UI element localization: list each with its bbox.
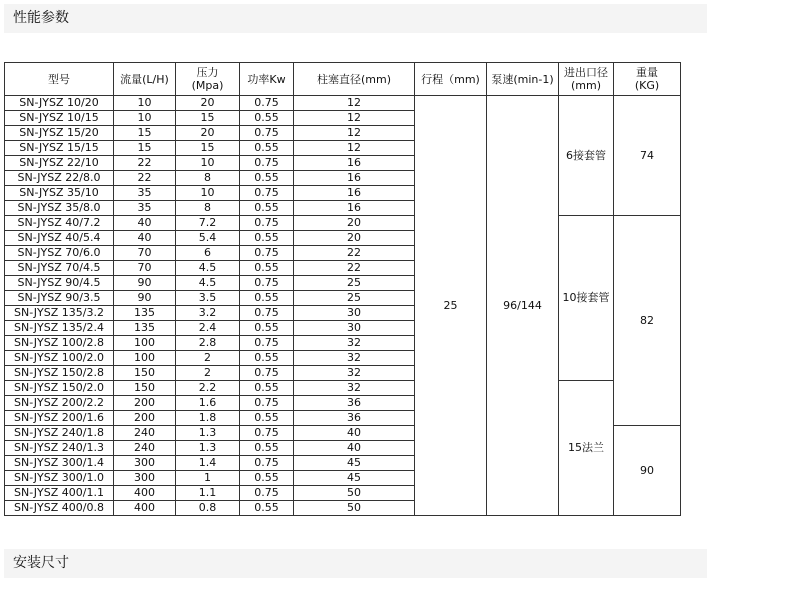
cell-plunger: 25 (294, 276, 415, 291)
cell-power: 0.55 (240, 291, 294, 306)
cell-plunger: 32 (294, 366, 415, 381)
cell-plunger: 20 (294, 231, 415, 246)
cell-power: 0.55 (240, 141, 294, 156)
cell-flow: 135 (114, 306, 176, 321)
cell-model: SN-JYSZ 400/0.8 (5, 501, 114, 516)
cell-port-group-2: 10接套管 (559, 216, 614, 381)
cell-model: SN-JYSZ 70/6.0 (5, 246, 114, 261)
spec-table (4, 62, 681, 516)
cell-flow: 400 (114, 486, 176, 501)
cell-power: 0.55 (240, 471, 294, 486)
cell-power: 0.75 (240, 486, 294, 501)
cell-flow: 150 (114, 381, 176, 396)
cell-model: SN-JYSZ 100/2.0 (5, 351, 114, 366)
header-weight (614, 63, 681, 96)
cell-pressure: 1 (176, 471, 240, 486)
cell-model: SN-JYSZ 70/4.5 (5, 261, 114, 276)
table-row (5, 381, 681, 396)
cell-flow: 22 (114, 156, 176, 171)
cell-flow: 100 (114, 351, 176, 366)
cell-flow: 40 (114, 216, 176, 231)
cell-weight-group-3: 90 (614, 426, 681, 516)
header-weight-line1: 重量 (636, 66, 658, 79)
table-header-row (5, 63, 681, 96)
cell-power: 0.75 (240, 276, 294, 291)
header-port-line1: 进出口径 (564, 66, 608, 79)
cell-model: SN-JYSZ 40/5.4 (5, 231, 114, 246)
cell-flow: 200 (114, 411, 176, 426)
cell-plunger: 32 (294, 381, 415, 396)
cell-power: 0.55 (240, 261, 294, 276)
header-port-line2: (mm) (570, 79, 601, 92)
cell-pressure: 4.5 (176, 261, 240, 276)
cell-model: SN-JYSZ 90/4.5 (5, 276, 114, 291)
cell-plunger: 16 (294, 201, 415, 216)
cell-power: 0.55 (240, 171, 294, 186)
cell-power: 0.55 (240, 411, 294, 426)
cell-plunger: 25 (294, 291, 415, 306)
cell-power: 0.75 (240, 156, 294, 171)
cell-model: SN-JYSZ 200/2.2 (5, 396, 114, 411)
cell-power: 0.75 (240, 396, 294, 411)
cell-flow: 90 (114, 276, 176, 291)
cell-power: 0.75 (240, 306, 294, 321)
cell-pressure: 1.3 (176, 441, 240, 456)
cell-pressure: 2 (176, 366, 240, 381)
cell-weight-group-2: 82 (614, 216, 681, 426)
cell-flow: 15 (114, 126, 176, 141)
cell-plunger: 16 (294, 156, 415, 171)
cell-plunger: 12 (294, 126, 415, 141)
cell-model: SN-JYSZ 10/20 (5, 96, 114, 111)
cell-flow: 400 (114, 501, 176, 516)
cell-model: SN-JYSZ 150/2.8 (5, 366, 114, 381)
cell-flow: 240 (114, 441, 176, 456)
cell-plunger: 12 (294, 96, 415, 111)
cell-flow: 10 (114, 111, 176, 126)
cell-plunger: 22 (294, 246, 415, 261)
cell-pressure: 3.2 (176, 306, 240, 321)
cell-plunger: 50 (294, 486, 415, 501)
cell-pressure: 0.8 (176, 501, 240, 516)
cell-pressure: 1.4 (176, 456, 240, 471)
cell-power: 0.75 (240, 336, 294, 351)
cell-power: 0.55 (240, 321, 294, 336)
cell-power: 0.55 (240, 501, 294, 516)
table-row (5, 96, 681, 111)
cell-plunger: 16 (294, 171, 415, 186)
cell-pressure: 6 (176, 246, 240, 261)
header-stroke: 行程（mm) (415, 63, 487, 96)
cell-plunger: 36 (294, 396, 415, 411)
cell-model: SN-JYSZ 135/2.4 (5, 321, 114, 336)
cell-model: SN-JYSZ 400/1.1 (5, 486, 114, 501)
cell-plunger: 50 (294, 501, 415, 516)
cell-plunger: 36 (294, 411, 415, 426)
cell-power: 0.75 (240, 126, 294, 141)
cell-pressure: 15 (176, 111, 240, 126)
cell-flow: 300 (114, 471, 176, 486)
cell-plunger: 40 (294, 441, 415, 456)
cell-flow: 40 (114, 231, 176, 246)
cell-power: 0.75 (240, 216, 294, 231)
cell-plunger: 16 (294, 186, 415, 201)
cell-plunger: 12 (294, 141, 415, 156)
cell-flow: 240 (114, 426, 176, 441)
cell-power: 0.55 (240, 381, 294, 396)
header-power: 功率Kw (240, 63, 294, 96)
cell-pump-speed: 96/144 (487, 96, 559, 516)
cell-flow: 70 (114, 261, 176, 276)
cell-plunger: 40 (294, 426, 415, 441)
cell-weight-group-1: 74 (614, 96, 681, 216)
cell-model: SN-JYSZ 10/15 (5, 111, 114, 126)
cell-pressure: 10 (176, 186, 240, 201)
cell-plunger: 12 (294, 111, 415, 126)
cell-pressure: 2.8 (176, 336, 240, 351)
section-title-install: 安装尺寸 (4, 549, 707, 578)
header-pump-speed: 泵速(min-1) (487, 63, 559, 96)
cell-port-group-3: 15法兰 (559, 381, 614, 516)
cell-model: SN-JYSZ 22/10 (5, 156, 114, 171)
cell-pressure: 7.2 (176, 216, 240, 231)
cell-flow: 35 (114, 201, 176, 216)
cell-flow: 300 (114, 456, 176, 471)
cell-model: SN-JYSZ 300/1.0 (5, 471, 114, 486)
cell-plunger: 30 (294, 321, 415, 336)
cell-flow: 200 (114, 396, 176, 411)
cell-flow: 35 (114, 186, 176, 201)
cell-flow: 22 (114, 171, 176, 186)
table-body (5, 96, 681, 516)
cell-flow: 90 (114, 291, 176, 306)
cell-pressure: 1.3 (176, 426, 240, 441)
header-pressure (176, 63, 240, 96)
table-row (5, 216, 681, 231)
header-port (559, 63, 614, 96)
cell-power: 0.75 (240, 96, 294, 111)
cell-power: 0.75 (240, 366, 294, 381)
cell-model: SN-JYSZ 300/1.4 (5, 456, 114, 471)
cell-pressure: 1.8 (176, 411, 240, 426)
cell-model: SN-JYSZ 150/2.0 (5, 381, 114, 396)
header-pressure-line1: 压力 (196, 66, 219, 79)
header-flow: 流量(L/H) (114, 63, 176, 96)
cell-plunger: 45 (294, 456, 415, 471)
cell-pressure: 15 (176, 141, 240, 156)
cell-pressure: 3.5 (176, 291, 240, 306)
cell-pressure: 8 (176, 201, 240, 216)
cell-model: SN-JYSZ 240/1.3 (5, 441, 114, 456)
cell-power: 0.75 (240, 456, 294, 471)
header-pressure-line2: (Mpa) (191, 79, 224, 92)
section-title-performance: 性能参数 (4, 4, 707, 33)
cell-power: 0.75 (240, 426, 294, 441)
cell-flow: 15 (114, 141, 176, 156)
cell-pressure: 1.1 (176, 486, 240, 501)
cell-model: SN-JYSZ 35/10 (5, 186, 114, 201)
cell-model: SN-JYSZ 35/8.0 (5, 201, 114, 216)
header-model: 型号 (5, 63, 114, 96)
cell-pressure: 8 (176, 171, 240, 186)
cell-pressure: 4.5 (176, 276, 240, 291)
cell-plunger: 45 (294, 471, 415, 486)
cell-model: SN-JYSZ 15/15 (5, 141, 114, 156)
cell-flow: 70 (114, 246, 176, 261)
cell-model: SN-JYSZ 22/8.0 (5, 171, 114, 186)
cell-model: SN-JYSZ 100/2.8 (5, 336, 114, 351)
cell-flow: 135 (114, 321, 176, 336)
cell-plunger: 32 (294, 351, 415, 366)
cell-power: 0.75 (240, 186, 294, 201)
cell-pressure: 2 (176, 351, 240, 366)
cell-plunger: 30 (294, 306, 415, 321)
cell-stroke: 25 (415, 96, 487, 516)
cell-power: 0.55 (240, 441, 294, 456)
cell-model: SN-JYSZ 90/3.5 (5, 291, 114, 306)
cell-pressure: 2.2 (176, 381, 240, 396)
cell-pressure: 1.6 (176, 396, 240, 411)
cell-model: SN-JYSZ 15/20 (5, 126, 114, 141)
cell-model: SN-JYSZ 40/7.2 (5, 216, 114, 231)
cell-pressure: 20 (176, 126, 240, 141)
cell-power: 0.55 (240, 111, 294, 126)
cell-flow: 100 (114, 336, 176, 351)
cell-pressure: 5.4 (176, 231, 240, 246)
header-plunger: 柱塞直径(mm) (294, 63, 415, 96)
cell-model: SN-JYSZ 135/3.2 (5, 306, 114, 321)
cell-pressure: 2.4 (176, 321, 240, 336)
cell-power: 0.75 (240, 246, 294, 261)
cell-model: SN-JYSZ 240/1.8 (5, 426, 114, 441)
cell-plunger: 32 (294, 336, 415, 351)
cell-plunger: 22 (294, 261, 415, 276)
cell-power: 0.55 (240, 231, 294, 246)
cell-power: 0.55 (240, 351, 294, 366)
cell-power: 0.55 (240, 201, 294, 216)
cell-pressure: 20 (176, 96, 240, 111)
cell-pressure: 10 (176, 156, 240, 171)
cell-plunger: 20 (294, 216, 415, 231)
cell-flow: 10 (114, 96, 176, 111)
cell-port-group-1: 6接套管 (559, 96, 614, 216)
cell-flow: 150 (114, 366, 176, 381)
cell-model: SN-JYSZ 200/1.6 (5, 411, 114, 426)
header-weight-line2: (KG) (634, 79, 660, 92)
